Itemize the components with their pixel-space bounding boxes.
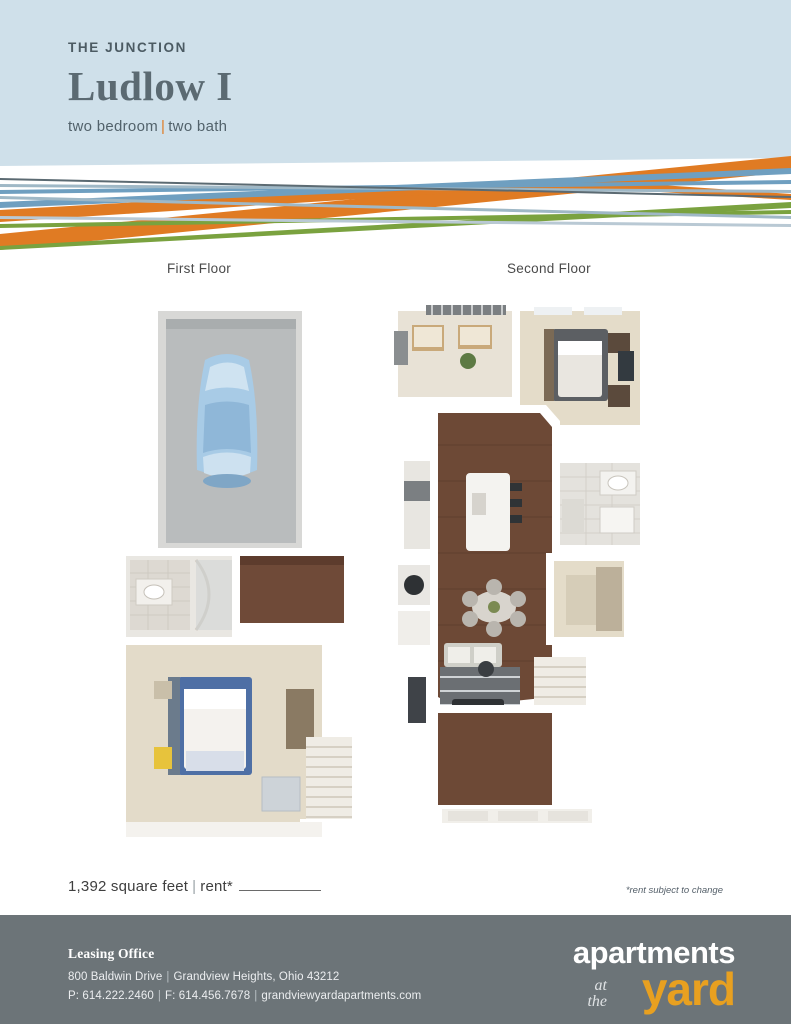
leasing-office-heading: Leasing Office: [68, 946, 155, 961]
leasing-address-line: [68, 968, 421, 987]
logo-at-the-text: at the: [587, 977, 607, 1010]
specs-line: [68, 878, 321, 895]
decorative-stripes: [0, 150, 791, 250]
car-illustration: [197, 354, 258, 488]
logo-apartments-text: apartments: [572, 935, 735, 970]
first-floor-plan: [118, 303, 356, 849]
logo-yard-text: yard: [641, 963, 735, 1015]
header-banner: [0, 0, 791, 155]
footer-bar: [0, 915, 791, 1024]
phone-number[interactable]: P: 614.222.2460: [68, 989, 154, 1002]
second-floor-plan: [382, 303, 660, 845]
subtitle-separator: |: [161, 118, 166, 136]
brand-logo: [573, 937, 735, 1016]
floorplan-svg: [0, 285, 791, 865]
fax-number: F: 614.456.7678: [165, 989, 251, 1002]
logo-bottom-row: [573, 963, 735, 1016]
staircase-first-floor: [306, 737, 352, 833]
bed-illustration: [168, 677, 252, 775]
unit-subtitle: [68, 118, 233, 135]
bathroom-count: two bath: [168, 118, 228, 136]
first-floor-label: First Floor: [167, 261, 232, 276]
floorplan-illustrations: [0, 285, 791, 865]
bedroom-count: two bedroom: [68, 118, 159, 136]
leasing-contact-line: [68, 987, 421, 1006]
community-name: THE JUNCTION: [68, 40, 187, 55]
stripes-svg: [0, 150, 791, 250]
website-link[interactable]: grandviewyardapartments.com: [261, 989, 422, 1002]
page-title: Ludlow I: [68, 63, 233, 109]
rent-disclaimer: *rent subject to change: [625, 885, 723, 896]
rent-label: rent*: [200, 878, 233, 895]
second-floor-label: Second Floor: [507, 261, 591, 276]
header-text-group: [68, 40, 233, 135]
contact-pipe-2: |: [254, 989, 258, 1002]
leasing-office-block: [68, 946, 421, 1006]
address-pipe: |: [166, 971, 170, 983]
specs-divider: |: [192, 878, 197, 895]
contact-pipe-1: |: [157, 989, 162, 1002]
street-address: 800 Baldwin Drive: [68, 971, 163, 983]
rent-blank-line: [239, 878, 321, 891]
square-footage: 1,392 square feet: [68, 878, 189, 895]
city-state-zip: Grandview Heights, Ohio 43212: [173, 971, 340, 983]
